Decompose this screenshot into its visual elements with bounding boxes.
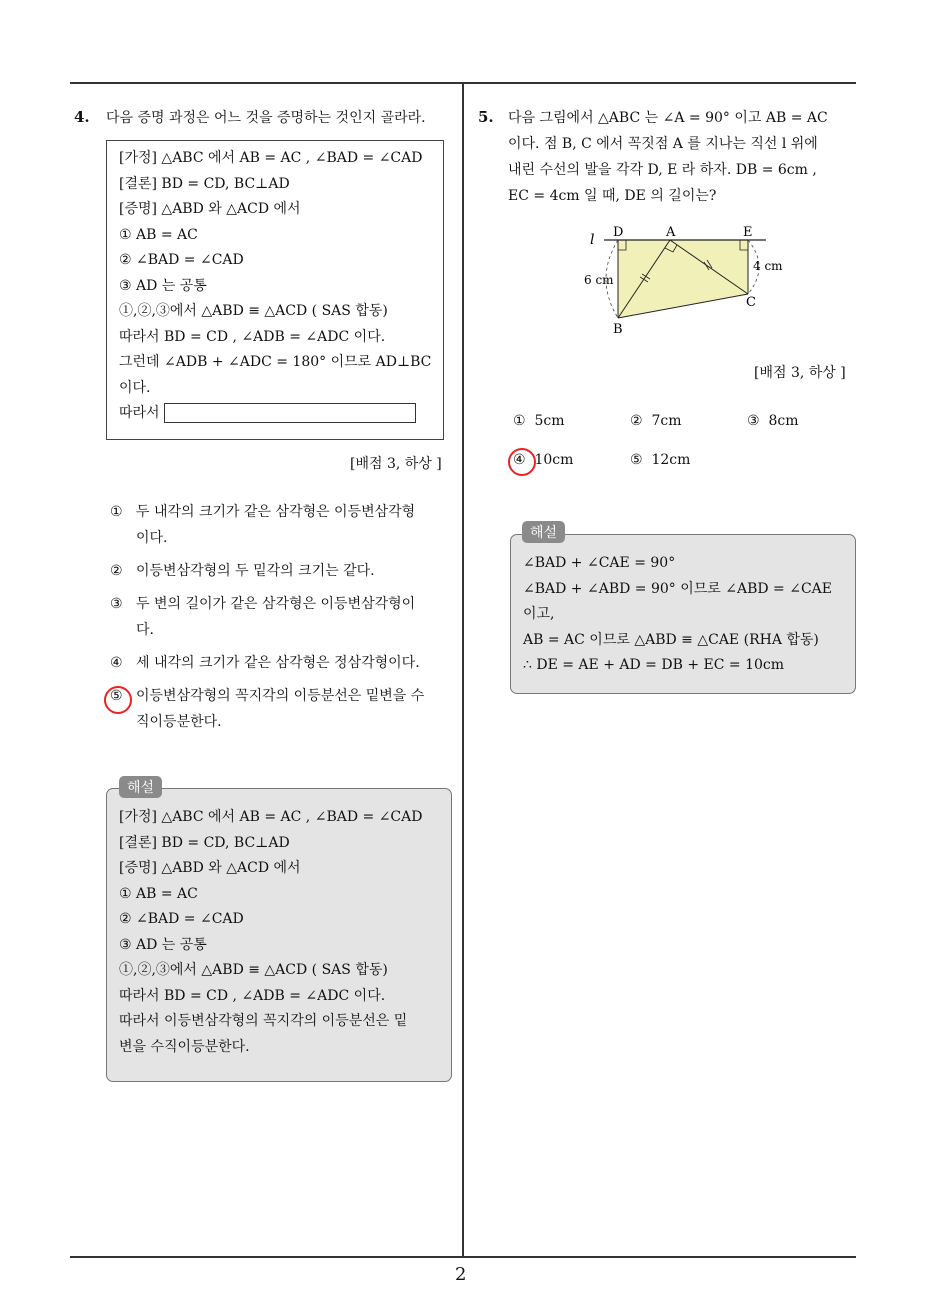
label-E: E (743, 225, 753, 240)
prompt-line: 다음 그림에서 △ABC 는 ∠A = 90° 이고 AB = AC (508, 110, 828, 126)
solution-line: 이고, (523, 606, 555, 622)
prompt-line: 내린 수선의 발을 각각 D, E 라 하자. DB = 6cm , (508, 162, 817, 178)
proof-line: ③ AD 는 공통 (119, 277, 207, 294)
choice-number: ③ (110, 596, 123, 612)
answer-blank-box[interactable] (164, 403, 416, 423)
solution-line: ② ∠BAD = ∠CAD (119, 911, 244, 927)
choice-number: ⑤ (110, 688, 123, 704)
choice-5[interactable] (110, 683, 450, 735)
label-B: B (613, 322, 623, 337)
solution-line: ① AB = AC (119, 885, 198, 902)
choice-3[interactable] (110, 591, 450, 643)
q5-choice-3[interactable] (747, 413, 799, 429)
proof-line: 따라서 BD = CD , ∠ADB = ∠ADC 이다. (119, 328, 386, 345)
proof-final-label: 따라서 (119, 405, 160, 421)
page-number: 2 (455, 1264, 467, 1285)
q5-choice-1[interactable] (513, 413, 565, 429)
choice-number: ⑤ (630, 452, 643, 468)
choice-text: 10cm (534, 452, 574, 468)
label-DB-length: 6 cm (584, 273, 614, 287)
q5-prompt (508, 105, 858, 209)
solution-line: ①,②,③에서 △ABD ≡ △ACD ( SAS 합동) (119, 962, 388, 978)
solution-line: [결론] BD = CD, BC⊥AD (119, 834, 290, 851)
choice-number: ② (630, 413, 643, 429)
choice-text: 7cm (651, 413, 682, 429)
label-C: C (746, 295, 756, 310)
choice-2[interactable] (110, 558, 450, 584)
column-divider (462, 83, 464, 1257)
choice-number: ① (110, 504, 123, 520)
choice-text: 직이등분한다. (136, 714, 222, 730)
q5-solution-tag: 해설 (522, 521, 565, 543)
solution-line: [증명] △ABD 와 △ACD 에서 (119, 860, 301, 876)
choice-text: 두 내각의 크기가 같은 삼각형은 이등변삼각형 (136, 504, 416, 520)
choice-number: ③ (747, 413, 760, 429)
choice-number: ④ (513, 452, 526, 468)
choice-text: 이등변삼각형의 꼭지각의 이등분선은 밑변을 수 (136, 688, 425, 704)
choice-text: 이다. (136, 530, 168, 546)
choice-text: 세 내각의 크기가 같은 삼각형은 정삼각형이다. (136, 655, 420, 671)
q4-score: [배점 3, 하상 ] (350, 456, 442, 472)
proof-line: ① AB = AC (119, 226, 198, 243)
label-A: A (666, 225, 676, 240)
choice-text: 다. (136, 622, 154, 638)
choice-4[interactable] (110, 650, 450, 676)
q5-score: [배점 3, 하상 ] (754, 365, 846, 381)
choice-text: 이등변삼각형의 두 밑각의 크기는 같다. (136, 563, 375, 579)
choice-number: ② (110, 563, 123, 579)
solution-line: [가정] △ABC 에서 AB = AC , ∠BAD = ∠CAD (119, 809, 423, 825)
prompt-line: EC = 4cm 일 때, DE 의 길이는? (508, 188, 717, 204)
solution-line: ③ AD 는 공통 (119, 936, 207, 953)
prompt-line: 이다. 점 B, C 에서 꼭짓점 A 를 지나는 직선 l 위에 (508, 136, 818, 152)
q4-prompt: 다음 증명 과정은 어느 것을 증명하는 것인지 골라라. (106, 110, 426, 126)
proof-line: [증명] △ABD 와 △ACD 에서 (119, 201, 301, 217)
solution-line: ∠BAD + ∠CAE = 90° (523, 555, 676, 571)
q5-figure (580, 222, 800, 342)
choice-text: 5cm (534, 413, 565, 429)
q5-choice-5[interactable] (630, 452, 690, 468)
q5-solution-box (510, 534, 856, 694)
proof-final-row (119, 401, 431, 427)
solution-line: ∴ DE = AE + AD = DB + EC = 10cm (523, 657, 784, 673)
proof-line: 이다. (119, 379, 151, 396)
label-D: D (613, 225, 624, 240)
proof-line: ② ∠BAD = ∠CAD (119, 252, 244, 268)
choice-text: 두 변의 길이가 같은 삼각형은 이등변삼각형이 (136, 596, 416, 612)
proof-line: 그런데 ∠ADB + ∠ADC = 180° 이므로 AD⊥BC (119, 354, 432, 370)
solution-line: 변을 수직이등분한다. (119, 1038, 250, 1055)
choice-1[interactable] (110, 499, 450, 551)
proof-line: ①,②,③에서 △ABD ≡ △ACD ( SAS 합동) (119, 303, 388, 319)
proof-line: [결론] BD = CD, BC⊥AD (119, 175, 290, 192)
q4-number: 4. (74, 108, 90, 126)
solution-line: AB = AC 이므로 △ABD ≡ △CAE (RHA 합동) (523, 631, 819, 648)
proof-line: [가정] △ABC 에서 AB = AC , ∠BAD = ∠CAD (119, 150, 423, 166)
answer-circle-mark (508, 448, 536, 476)
q5-number: 5. (478, 108, 494, 126)
q4-proof-box (106, 140, 444, 440)
solution-line: 따라서 BD = CD , ∠ADB = ∠ADC 이다. (119, 987, 386, 1004)
q5-choice-2[interactable] (630, 413, 682, 429)
choice-text: 8cm (768, 413, 799, 429)
solution-line: 따라서 이등변삼각형의 꼭지각의 이등분선은 밑 (119, 1013, 408, 1029)
answer-circle-mark (104, 686, 132, 714)
choice-text: 12cm (651, 452, 691, 468)
label-l: l (590, 232, 595, 248)
choice-number: ① (513, 413, 526, 429)
q4-solution-box (106, 788, 452, 1082)
bottom-rule (70, 1256, 856, 1258)
solution-line: ∠BAD + ∠ABD = 90° 이므로 ∠ABD = ∠CAE (523, 580, 833, 597)
q4-choices (110, 499, 450, 742)
choice-number: ④ (110, 655, 123, 671)
q4-solution-tag: 해설 (119, 776, 162, 798)
label-EC-length: 4 cm (753, 259, 783, 273)
